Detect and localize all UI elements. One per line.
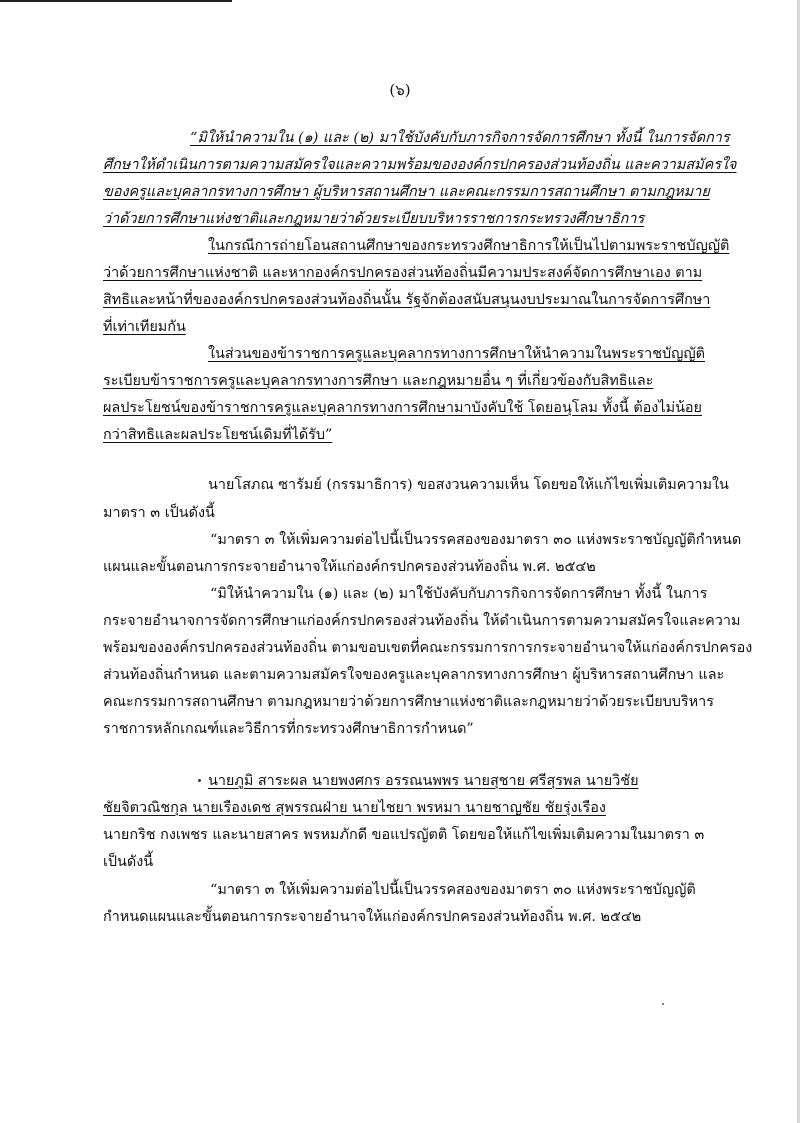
text-line: ในส่วนของข้าราชการครูและบุคลากรทางการศึกษาให้นำความในพระราชบัญญัติ [208, 346, 705, 362]
text-line: นายกริช กงเพชร และนายสาคร พรหมภักดี ขอแปรญัตติ โดยขอให้แก้ไขเพิ่มเติมความในมาตรา ๓ [103, 827, 705, 843]
text-line: กำหนดแผนและขั้นตอนการกระจายอำนาจให้แก่องค์กรปกครองส่วนท้องถิ่น พ.ศ. ๒๕๔๒ [103, 909, 642, 925]
text-line: แผนและขั้นตอนการกระจายอำนาจให้แก่องค์กรปกครองส่วนท้องถิ่น พ.ศ. ๒๕๔๒ [103, 559, 596, 575]
text-line: “มิให้นำความใน (๑) และ (๒) มาใช้บังคับกับภารกิจการจัดการศึกษา ทั้งนี้ ในการ [210, 586, 708, 602]
text-line: กว่าสิทธิและผลประโยชน์เดิมที่ได้รับ” [103, 427, 333, 443]
text-line: ระเบียบข้าราชการครูและบุคลากรทางการศึกษา และกฎหมายอื่น ๆ ที่เกี่ยวข้องกับสิทธิและ [103, 373, 654, 389]
text-line: มาตรา ๓ เป็นดังนี้ [103, 505, 215, 521]
text-line: “มาตรา ๓ ให้เพิ่มความต่อไปนี้เป็นวรรคสองของมาตรา ๓๐ แห่งพระราชบัญญัติกำหนด [210, 532, 742, 548]
text-line: นายภูมิ สาระผล นายพงศกร อรรณนพพร นายสุชาย ศรีสุรพล นายวิชัย [208, 773, 639, 789]
scan-speck [662, 1003, 664, 1005]
text-line: ว่าด้วยการศึกษาแห่งชาติ และหากองค์กรปกครองส่วนท้องถิ่นมีความประสงค์จัดการศึกษาเอง ตาม [103, 265, 703, 281]
text-line: ศึกษาให้ดำเนินการตามความสมัครใจและความพร้อมขององค์กรปกครองส่วนท้องถิ่น และความสมัครใจ [103, 157, 737, 173]
text-line: ชัยจิตวณิชกุล นายเรืองเดช สุพรรณฝ่าย นายไชยา พรหมา นายชาญชัย ชัยรุ่งเรือง [103, 800, 606, 816]
text-line: “มาตรา ๓ ให้เพิ่มความต่อไปนี้เป็นวรรคสองของมาตรา ๓๐ แห่งพระราชบัญญัติ [210, 882, 696, 898]
text-line: ว่าด้วยการศึกษาแห่งชาติและกฎหมายว่าด้วยระเบียบบริหารราชการกระทรวงศึกษาธิการ [103, 211, 645, 227]
page-number: (๖) [389, 81, 411, 99]
text-line: กระจายอำนาจการจัดการศึกษาแก่องค์กรปกครองส่วนท้องถิ่น ให้ดำเนินการตามความสมัครใจและความ [103, 613, 741, 629]
text-line: นายโสภณ ซารัมย์ (กรรมาธิการ) ขอสงวนความเห็น โดยขอให้แก้ไขเพิ่มเติมความใน [208, 477, 729, 493]
text-line: ในกรณีการถ่ายโอนสถานศึกษาของกระทรวงศึกษาธิการให้เป็นไปตามพระราชบัญญัติ [208, 238, 730, 254]
stray-mark [198, 779, 201, 782]
text-line: ส่วนท้องถิ่นกำหนด และตามความสมัครใจของครูและบุคลากรทางการศึกษา ผู้บริหารสถานศึกษา และ [103, 667, 725, 683]
top-rule [0, 0, 232, 2]
text-line: ราชการหลักเกณฑ์และวิธีการที่กระทรวงศึกษาธิการกำหนด” [103, 721, 474, 737]
text-line: “มิให้นำความใน (๑) และ (๒) มาใช้บังคับกับภารกิจการจัดการศึกษา ทั้งนี้ ในการจัดการ [190, 130, 730, 146]
text-line: คณะกรรมการสถานศึกษา ตามกฎหมายว่าด้วยการศึกษาแห่งชาติและกฎหมายว่าด้วยระเบียบบริหาร [103, 694, 714, 710]
text-line: สิทธิและหน้าที่ขององค์กรปกครองส่วนท้องถิ่นนั้น รัฐจักต้องสนับสนุนงบประมาณในการจัดการศึกษา [103, 292, 711, 308]
text-line: พร้อมขององค์กรปกครองส่วนท้องถิ่น ตามขอบเขตที่คณะกรรมการการกระจายอำนาจให้แก่องค์กรปกครอง [103, 640, 753, 656]
text-line: เป็นดังนี้ [103, 854, 154, 870]
text-line: ที่เท่าเทียมกัน [103, 319, 186, 335]
text-line: ของครูและบุคลากรทางการศึกษา ผู้บริหารสถานศึกษา และคณะกรรมการสถานศึกษา ตามกฎหมาย [103, 184, 710, 200]
text-line: ผลประโยชน์ของข้าราชการครูและบุคลากรทางการศึกษามาบังคับใช้ โดยอนุโลม ทั้งนี้ ต้องไม่น้อย [103, 400, 702, 416]
